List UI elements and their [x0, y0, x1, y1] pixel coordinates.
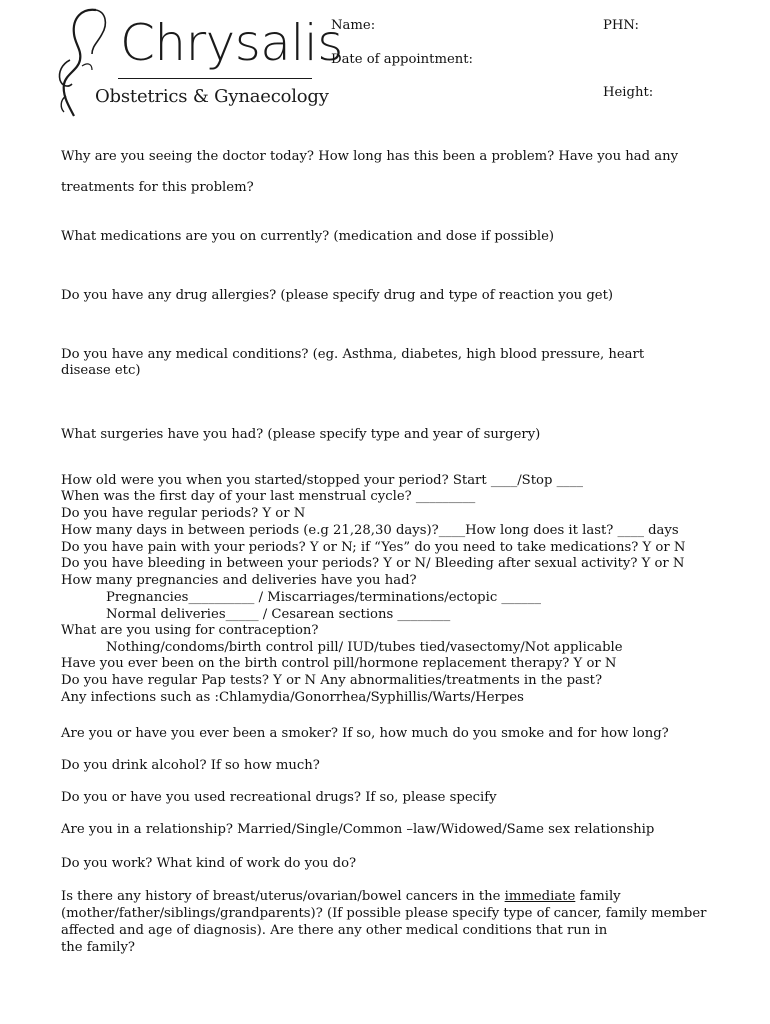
menstrual-line-13: Do you have regular Pap tests? Y or N Any abnormalities/treatments in the past? [61, 673, 603, 688]
menstrual-line-2: When was the first day of your last menstrual cycle? _________ [61, 489, 476, 504]
menstrual-line-11: Nothing/condoms/birth control pill/ IUD/tubes tied/vasectomy/Not applicable [106, 640, 623, 655]
question-relationship: Are you in a relationship? Married/Single/Common –law/Widowed/Same sex relationship [61, 822, 655, 837]
logo-divider [118, 78, 312, 79]
question-alcohol: Do you drink alcohol? If so how much? [61, 758, 320, 773]
menstrual-line-8: Pregnancies__________ / Miscarriages/terminations/ectopic ______ [106, 590, 541, 605]
menstrual-line-12: Have you ever been on the birth control pill/hormone replacement therapy? Y or N [61, 656, 617, 671]
menstrual-line-3: Do you have regular periods? Y or N [61, 506, 306, 521]
question-recreational-drugs: Do you or have you used recreational drugs? If so, please specify [61, 790, 497, 805]
menstrual-line-14: Any infections such as :Chlamydia/Gonorrhea/Syphillis/Warts/Herpes [61, 690, 524, 705]
menstrual-line-7: How many pregnancies and deliveries have you had? [61, 573, 417, 588]
phn-label: PHN: [603, 18, 639, 33]
question-surgeries: What surgeries have you had? (please specify type and year of surgery) [61, 427, 541, 442]
immediate-underlined: immediate [504, 889, 576, 904]
menstrual-line-6: Do you have bleeding in between your periods? Y or N/ Bleeding after sexual activity? Y or N [61, 556, 685, 571]
name-label: Name: [331, 18, 376, 33]
family-history-text-end: family [575, 889, 621, 904]
logo-title: Chrysalis [120, 14, 343, 72]
family-history-line-4: the family? [61, 940, 135, 955]
logo-subtitle: Obstetrics & Gynaecology [95, 86, 329, 107]
menstrual-line-1: How old were you when you started/stopped your period? Start ____/Stop ____ [61, 473, 583, 488]
question-medications: What medications are you on currently? (medication and dose if possible) [61, 229, 555, 244]
menstrual-line-9: Normal deliveries_____ / Cesarean sections ________ [106, 607, 451, 622]
menstrual-line-10: What are you using for contraception? [61, 623, 319, 638]
height-label: Height: [603, 85, 654, 100]
question-work: Do you work? What kind of work do you do? [61, 856, 357, 871]
date-of-appointment-label: Date of appointment: [331, 52, 473, 67]
question-smoker: Are you or have you ever been a smoker? If so, how much do you smoke and for how long? [61, 726, 669, 741]
question-medical-conditions: Do you have any medical conditions? (eg. Asthma, diabetes, high blood pressure, heart [61, 347, 645, 362]
question-drug-allergies: Do you have any drug allergies? (please specify drug and type of reaction you get) [61, 288, 614, 303]
question-reason-visit-cont: treatments for this problem? [61, 180, 254, 195]
menstrual-line-5: Do you have pain with your periods? Y or N; if “Yes” do you need to take medications? Y or N [61, 540, 686, 555]
question-medical-conditions-cont: disease etc) [61, 363, 141, 378]
family-history-line-2: (mother/father/siblings/grandparents)? (If possible please specify type of cancer, family member [61, 906, 707, 921]
menstrual-line-4: How many days in between periods (e.g 21,28,30 days)?____How long does it last? ____ days [61, 523, 679, 538]
family-history-text: Is there any history of breast/uterus/ovarian/bowel cancers in the [61, 889, 505, 904]
question-reason-visit: Why are you seeing the doctor today? How long has this been a problem? Have you had any [61, 149, 679, 164]
family-history-line-1 [61, 888, 621, 905]
family-history-line-3: affected and age of diagnosis). Are there any other medical conditions that run in [61, 923, 608, 938]
